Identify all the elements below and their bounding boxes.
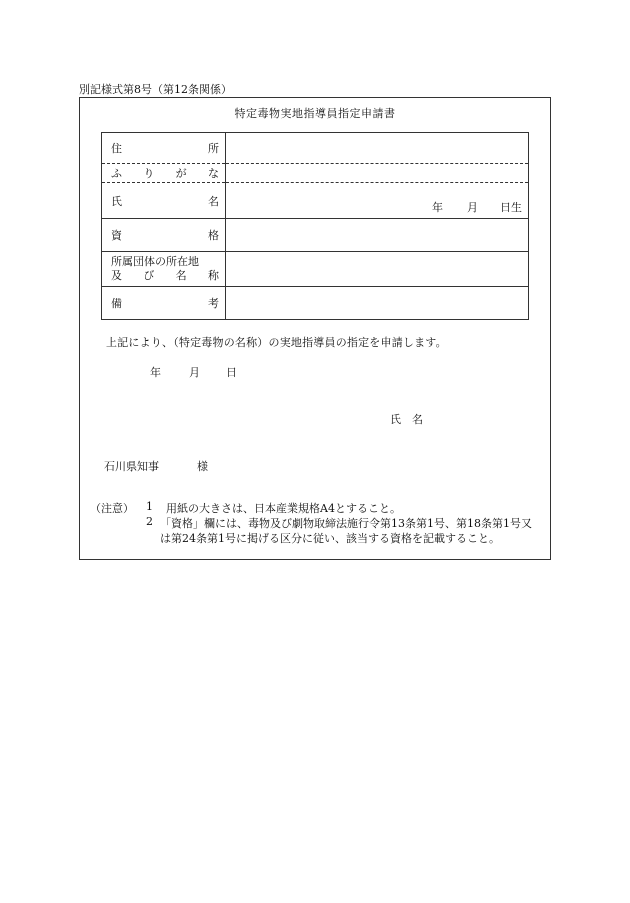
furigana-label: ふ り が な xyxy=(102,164,226,183)
organization-label: 所属団体の所在地 及 び 名 称 xyxy=(102,252,226,287)
remarks-row xyxy=(102,287,529,320)
address-row xyxy=(102,133,529,164)
address-field[interactable] xyxy=(226,133,529,164)
birth-date: 年 月 日生 xyxy=(432,201,522,214)
addressee: 石川県知事 様 xyxy=(104,460,208,473)
form-number-label: 別記様式第8号（第12条関係） xyxy=(79,83,232,96)
note-2-continued: は第24条第1号に掲げる区分に従い、該当する資格を記載すること。 xyxy=(160,532,500,545)
application-statement: 上記により、（特定毒物の名称）の実地指導員の指定を申請します。 xyxy=(106,336,447,349)
signature-label: 氏 名 xyxy=(390,413,423,426)
furigana-row xyxy=(102,164,529,183)
qualification-field[interactable] xyxy=(226,219,529,252)
note-2: 2 「資格」欄には、毒物及び劇物取締法施行令第13条第1号、第18条第1号又 xyxy=(146,515,532,530)
notes-section xyxy=(90,500,540,545)
organization-row xyxy=(102,252,529,287)
applicant-info-table xyxy=(101,132,529,320)
remarks-field[interactable] xyxy=(226,287,529,320)
address-label: 住 所 xyxy=(102,133,226,164)
name-label: 氏 名 xyxy=(102,183,226,219)
note-1: （注意） 1 用紙の大きさは、日本産業規格A4とすること。 xyxy=(90,500,401,515)
application-date: 年 月 日 xyxy=(150,366,237,379)
qualification-label: 資 格 xyxy=(102,219,226,252)
name-field[interactable] xyxy=(226,183,529,219)
organization-field[interactable] xyxy=(226,252,529,287)
name-row xyxy=(102,183,529,219)
remarks-label: 備 考 xyxy=(102,287,226,320)
application-form xyxy=(79,97,551,560)
furigana-field[interactable] xyxy=(226,164,529,183)
form-title: 特定毒物実地指導員指定申請書 xyxy=(234,107,396,120)
qualification-row xyxy=(102,219,529,252)
